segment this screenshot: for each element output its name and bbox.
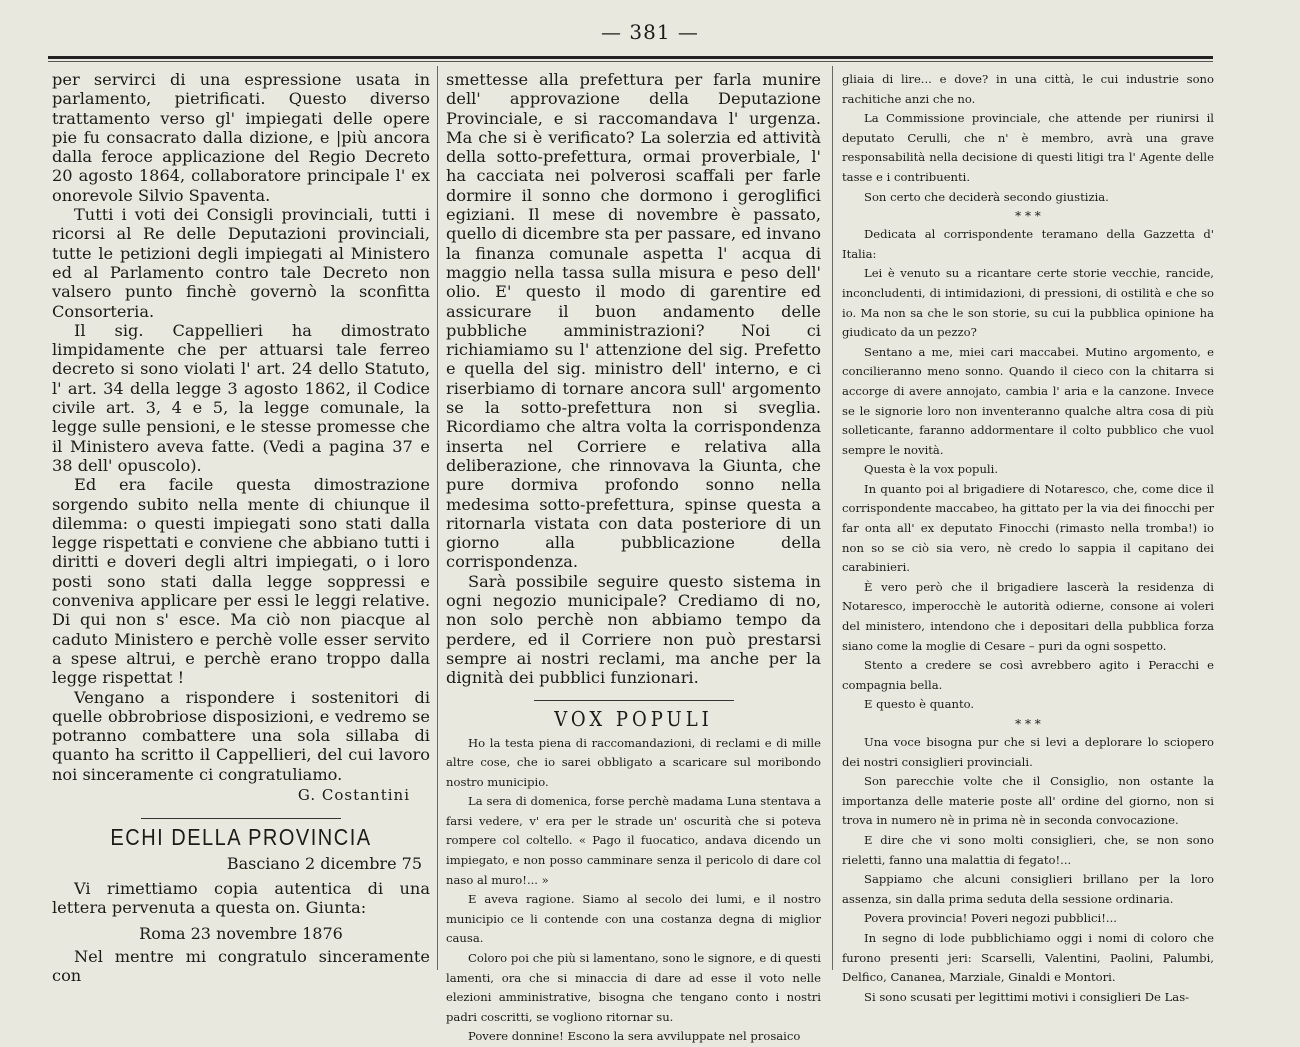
section-title-vox-populi: VOX POPULI [554, 706, 713, 732]
dateline: Basciano 2 dicembre 75 [226, 853, 422, 873]
letter-date: Roma 23 novembre 1876 [139, 923, 343, 943]
paragraph: E dire che vi sono molti consiglieri, che, se non sono rieletti, fanno una malattia di fegato!... [842, 832, 1214, 867]
paragraph: Povere donnine! Escono la sera avviluppate nel prosaico [468, 1029, 801, 1044]
page-number: — 381 — [601, 20, 699, 44]
section-title-echi: ECHI DELLA PROVINCIA [110, 825, 372, 851]
header-rule [48, 56, 1213, 62]
paragraph: E aveva ragione. Siamo al secolo dei lumi, e il nostro municipio ce li contende con una costanza degna di miglior causa. [446, 892, 821, 946]
paragraph: Sentano a me, miei cari maccabei. Mutino argomento, e concilieranno meno sonno. Quando il cieco con la chitarra si accorge di avere annojato, cambia l' aria e la canzone. Invece se le signorie loro non inventeranno qualche altra cosa di più solleticante, faranno addormentare il colto pubblico che vuol sempre le novità. [842, 344, 1214, 457]
column-left [52, 70, 430, 985]
paragraph: Vengano a rispondere i sostenitori di quelle obbrobriose disposizioni, e vedremo se potranno combattere una sola sillaba di quanto ha scritto il Cappellieri, del cui lavoro noi sinceramente ci congratuliamo. [52, 687, 430, 784]
column-divider [437, 66, 438, 970]
paragraph: Una voce bisogna pur che si levi a deplorare lo sciopero dei nostri consiglieri provinciali. [842, 735, 1214, 769]
paragraph: gliaia di lire... e dove? in una città, le cui industrie sono rachitiche anzi che no. [842, 72, 1214, 106]
paragraph: La sera di domenica, forse perchè madama Luna stentava a farsi vedere, v' era per le strade un' oscurità che si poteva rompere col coltello. « Pago il fuocatico, andava dicendo un impiegato, e non posso camminare senza il pericolo di dare col naso al muro!... » [446, 794, 821, 887]
paragraph: È vero però che il brigadiere lascerà la residenza di Notaresco, imperocchè le autorità odierne, consone ai voleri del ministero, intendono che i depositari della pubblica forza siano come la moglie di Cesare – puri da ogni sospetto. [842, 579, 1214, 653]
signature: G. Costantini [297, 785, 410, 804]
paragraph: Ed era facile questa dimostrazione sorgendo subito nella mente di chiunque il dilemma: o questi impiegati sono stati dalla legge rispettati e conviene che abbiano tutti i diritti e doveri degli altri impiegati, o i loro posti sono stati dalla legge soppressi e conveniva applicare per essi le leggi relative. Di qui non s' esce. Ma ciò non piacque al caduto Ministero e perchè volle esser servito a spese altrui, e perchè erano troppo dalla legge rispettat ! [52, 475, 430, 688]
paragraph: Povera provincia! Poveri negozi pubblici!... [864, 911, 1117, 926]
column-divider [832, 66, 833, 970]
paragraph: Si sono scusati per legittimi motivi i consiglieri De Las- [864, 989, 1190, 1004]
section-rule [534, 700, 734, 701]
section-rule [141, 818, 341, 819]
paragraph: Son parecchie volte che il Consiglio, non ostante la importanza delle materie poste all' ordine del giorno, non si trova in numero nè in prima nè in seconda convocazione. [842, 774, 1214, 828]
paragraph: Lei è venuto su a ricantare certe storie vecchie, rancide, inconcludenti, di intimidazioni, di pressioni, di ostilità e che so io. Ma non sa che le son storie, su cui la pubblica opinione ha giudicato da un pezzo? [842, 266, 1214, 340]
paragraph: Tutti i voti dei Consigli provinciali, tutti i ricorsi al Re delle Deputazioni provinciali, tutte le petizioni degli impiegati al Ministero ed al Parlamento contro tale Decreto non valsero punto finchè governò la sconfitta Consorteria. [52, 205, 430, 321]
paragraph: smettesse alla prefettura per farla munire dell' approvazione della Deputazione Provinciale, e si raccomandava l' urgenza. Ma che si è verificato? La solerzia ed attività della sotto-prefettura, ormai proverbiale, l' ha cacciata nei polverosi scaffali per farle dormire il sonno che dormono i geroglifici egiziani. Il mese di novembre è passato, quello di dicembre sta per passare, ed invano la finanza comunale aspetta l' acqua di maggio nella tassa sulla misura e peso dell' olio. E' questo il modo di garentire ed assicurare il buon andamento delle pubbliche amministrazioni? Noi ci richiamiamo su l' attenzione del sig. Prefetto e quella del sig. ministro dell' interno, e ci riserbiamo di tornare ancora sull' argomento se la sotto-prefettura non si sveglia. Ricordiamo che altra volta la corrispondenza inserta nel Corriere e relativa alla deliberazione, che rinnovava la Giunta, che pure dormiva profondo sonno nella medesima sotto-prefettura, spinse questa a ritornarla vistata con data posteriore di un giorno alla pubblicazione della corrispondenza. [446, 70, 821, 572]
column-right [842, 70, 1214, 1004]
paragraph: In quanto poi al brigadiere di Notaresco, che, come dice il corrispondente maccabeo, ha gittato per la via dei finocchi per far onta all' ex deputato Finocchi (rimasto nella tromba!) io non so se ciò sia vero, nè credo lo sappia il capitano dei carabinieri. [842, 481, 1214, 575]
asterism: * * * [1015, 209, 1041, 224]
paragraph: La Commissione provinciale, che attende per riunirsi il deputato Cerulli, che n' è membro, avrà una grave responsabilità nella decisione di questi litigi tra l' Agente delle tasse e i contribuenti. [842, 111, 1214, 184]
paragraph: Sarà possibile seguire questo sistema in ogni negozio municipale? Crediamo di no, non solo perchè non abbiamo tempo da perdere, ed il Corriere non può prestarsi sempre ai nostri reclami, ma anche per la dignità dei pubblici funzionari. [446, 571, 821, 688]
paragraph: per servirci di una espressione usata in parlamento, pietrificati. Questo diverso trattamento verso gl' impiegati delle opere pie fu consacrato dalla dizione, e |più ancora dalla feroce applicazione del Regio Decreto 20 agosto 1864, collaboratore principale l' ex onorevole Silvio Spaventa. [52, 70, 430, 205]
paragraph: Il sig. Cappellieri ha dimostrato limpidamente che per attuarsi tale ferreo decreto si sono violati l' art. 24 dello Statuto, l' art. 34 della legge 3 agosto 1862, il Codice civile art. 3, 4 e 5, la legge comunale, la legge sulle pensioni, e le stesse promesse che il Ministero aveva fatte. (Vedi a pagina 37 e 38 dell' opuscolo). [52, 320, 430, 475]
asterism: * * * [1015, 717, 1041, 731]
paragraph: In segno di lode pubblichiamo oggi i nomi di coloro che furono presenti jeri: Scarselli, Valentini, Paolini, Palumbi, Delfico, Cananea, Marziale, Ginaldi e Montori. [842, 930, 1214, 985]
paragraph: Vi rimettiamo copia autentica di una lettera pervenuta a questa on. Giunta: [52, 878, 430, 918]
paragraph: Son certo che deciderà secondo giustizia. [864, 189, 1109, 204]
paragraph: Questa è la vox populi. [864, 462, 999, 477]
paragraph: Stento a credere se così avrebbero agito i Peracchi e compagnia bella. [842, 658, 1214, 692]
paragraph: Dedicata al corrispondente teramano della Gazzetta d' Italia: [842, 227, 1214, 261]
paragraph: Nel mentre mi congratulo sinceramente con [52, 946, 430, 985]
column-middle [446, 70, 821, 1044]
paragraph: Ho la testa piena di raccomandazioni, di reclami e di mille altre cose, che io sarei obbligato a scaricare sul moribondo nostro municipio. [446, 735, 821, 789]
paragraph: Sappiamo che alcuni consiglieri brillano per la loro assenza, sin dalla prima seduta della sessione ordinaria. [842, 872, 1214, 906]
paragraph: Coloro poi che più si lamentano, sono le signore, e di questi lamenti, ora che si minaccia di dare ad esse il voto nelle elezioni amministrative, bisogna che tengano conto i nostri padri coscritti, se vogliono ritornar su. [446, 951, 821, 1024]
paragraph: E questo è quanto. [864, 697, 975, 712]
